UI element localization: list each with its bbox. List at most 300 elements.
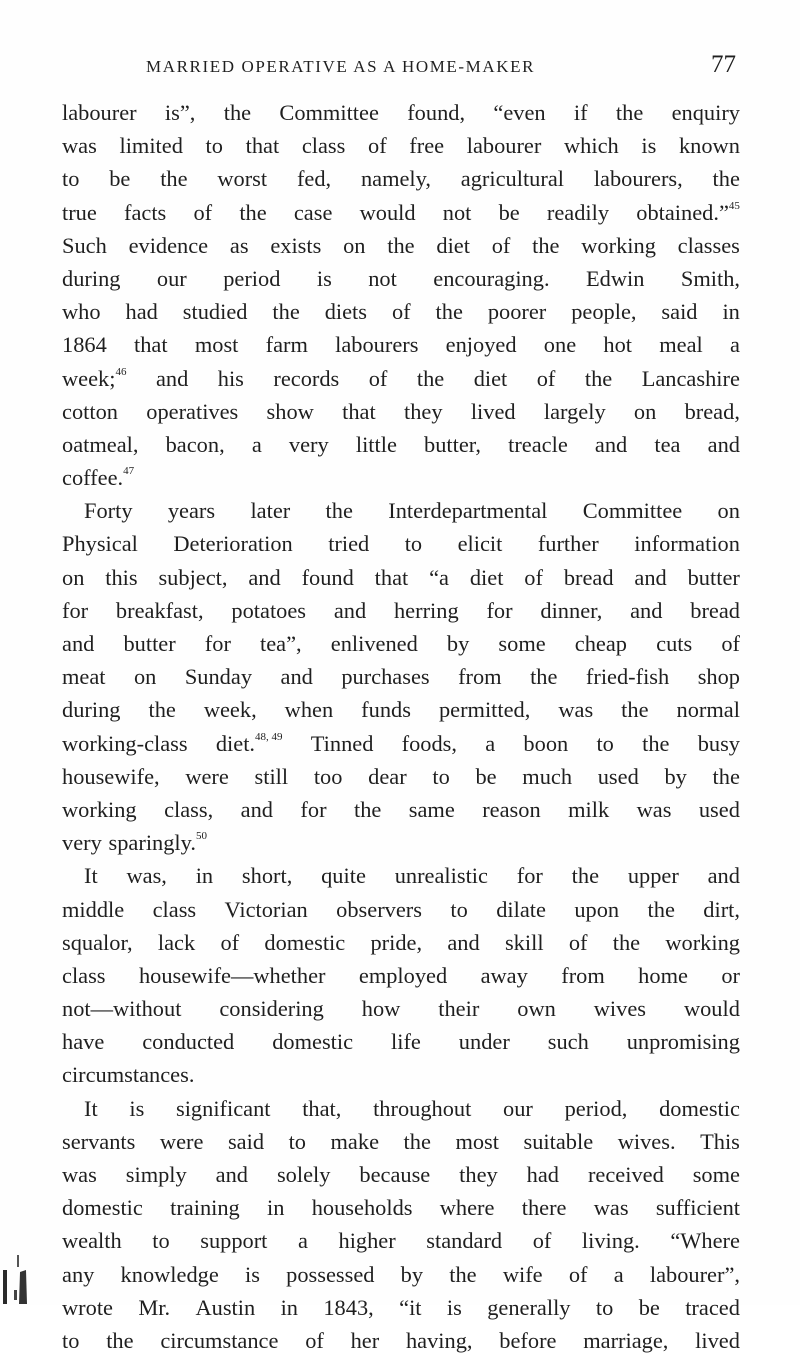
word: a (251, 431, 262, 457)
word: case (293, 199, 333, 225)
word: It (84, 1095, 98, 1121)
word: working-class (62, 730, 188, 756)
word: week, (203, 697, 257, 723)
word: and (707, 863, 740, 889)
word: and (155, 365, 189, 391)
word: dinner, (540, 597, 603, 623)
word: to (205, 133, 223, 159)
word: to (596, 730, 614, 756)
word: too (313, 763, 343, 789)
word: is (641, 133, 657, 159)
word: the (647, 896, 675, 922)
word: of (568, 1261, 588, 1287)
word: in (195, 863, 214, 889)
word: and (594, 431, 628, 457)
word: when (284, 697, 334, 723)
word: labourer (466, 133, 542, 159)
word: who (62, 299, 101, 325)
footnote-marker[interactable]: 50 (196, 830, 207, 843)
word: evidence (128, 232, 209, 258)
word: pride, (370, 929, 423, 955)
word: and (62, 631, 95, 656)
word: any (62, 1261, 95, 1287)
text-line (62, 494, 740, 527)
text-line (62, 1092, 740, 1125)
word: were (185, 763, 229, 789)
word: how (361, 996, 401, 1022)
running-head (62, 51, 738, 87)
word: from (458, 664, 502, 690)
word: be (638, 1294, 660, 1320)
word: on (343, 232, 366, 258)
word: which (563, 133, 619, 159)
word: solely (276, 1162, 331, 1187)
word: labourers (335, 332, 419, 358)
footnote-marker[interactable]: 47 (123, 465, 135, 478)
word: Victorian (224, 896, 308, 922)
word: to (404, 531, 423, 557)
word: was (62, 133, 97, 159)
word: agricultural (460, 166, 564, 192)
word: own (517, 996, 556, 1022)
word: on (62, 564, 85, 590)
word: that (342, 398, 376, 424)
word: further (537, 531, 599, 557)
word: is (316, 265, 332, 291)
word: to (450, 896, 468, 922)
word: very (288, 431, 329, 457)
text-line (62, 594, 740, 627)
word: considering (219, 996, 324, 1022)
word: of (568, 929, 588, 955)
word: diets (324, 299, 367, 325)
word: enlivened (330, 631, 418, 656)
word: enjoyed (445, 332, 517, 358)
word: away (480, 962, 528, 988)
word: not (442, 199, 472, 225)
word: unrealistic (394, 863, 488, 889)
word: circumstances. (62, 1062, 195, 1088)
word: worst (217, 166, 268, 192)
word: that (245, 133, 280, 159)
word: standard (426, 1228, 503, 1254)
word: butter (687, 564, 740, 590)
word: one (543, 332, 577, 358)
word: is”, (164, 100, 196, 125)
word: as (229, 232, 249, 258)
text-line (62, 959, 740, 992)
word: permitted, (438, 697, 531, 723)
word: of (532, 1228, 552, 1254)
word: and (707, 431, 740, 457)
word: because (359, 1162, 431, 1187)
word: was (558, 697, 594, 723)
word: the (621, 697, 649, 723)
word: domestic (62, 1195, 143, 1221)
word: before (499, 1327, 557, 1353)
word: home (638, 962, 688, 988)
word: Mr. (138, 1294, 171, 1320)
word: on (633, 398, 657, 424)
word: had (526, 1162, 560, 1187)
word: of (368, 133, 387, 159)
word: dear (368, 763, 407, 789)
word: significant (176, 1095, 271, 1121)
word: of (536, 365, 556, 391)
text-line (62, 1324, 740, 1357)
word: Interdepartmental (388, 498, 548, 524)
word: period (223, 265, 281, 291)
word: exists (270, 232, 322, 258)
word: a (297, 1228, 308, 1254)
word: higher (338, 1228, 396, 1254)
text-line (62, 1025, 740, 1058)
word: still (254, 763, 289, 789)
word: the (272, 299, 300, 325)
word: very (62, 830, 102, 856)
word: wife (502, 1261, 543, 1287)
word: same (408, 796, 455, 822)
word: of (391, 299, 411, 325)
word: diet (469, 564, 504, 590)
word: some (692, 1162, 740, 1187)
word: received (587, 1162, 664, 1187)
word: Such (62, 232, 107, 258)
word: housewife, (62, 763, 160, 789)
word: foods, (401, 730, 457, 756)
word: employed (358, 962, 448, 988)
word: her (350, 1327, 380, 1353)
footnote-marker[interactable]: 45 (728, 199, 740, 212)
word: generally (487, 1294, 571, 1320)
word: the (449, 1261, 477, 1287)
word: coffee.$^{47}$ (62, 465, 135, 491)
word: found, (407, 100, 466, 125)
text-line (62, 328, 740, 361)
word: Austin (195, 1294, 256, 1320)
word: bread (690, 597, 740, 623)
word: diet.$^{48, 49}$ (215, 730, 283, 756)
word: households (311, 1195, 413, 1221)
word: possessed (286, 1261, 375, 1287)
word: poorer (487, 299, 547, 325)
text-line (62, 760, 740, 793)
word: this (105, 564, 138, 590)
word: upon (574, 896, 620, 922)
word: enquiry (671, 100, 740, 125)
word: meal (659, 332, 703, 358)
text-line (62, 362, 740, 395)
word: quite (321, 863, 366, 889)
text-line (62, 96, 740, 129)
word: is (129, 1095, 145, 1121)
word: that, (302, 1095, 342, 1121)
word: or (721, 962, 740, 988)
word: not (368, 265, 397, 291)
word: domestic (659, 1095, 740, 1121)
word: our (503, 1095, 533, 1121)
word: the (532, 232, 560, 258)
word: limited (119, 133, 183, 159)
word: period, (564, 1095, 628, 1121)
word: from (561, 962, 605, 988)
word: the (712, 763, 740, 789)
word: to (432, 763, 450, 789)
word: by (400, 1261, 424, 1287)
word: of (220, 929, 240, 955)
word: training (170, 1195, 240, 1221)
word: and (630, 597, 663, 623)
word: class, (164, 796, 214, 822)
word: such (547, 1029, 589, 1055)
word: in (267, 1195, 285, 1221)
word: short, (241, 863, 293, 889)
text-line (62, 1191, 740, 1224)
word: make (330, 1128, 380, 1154)
word: housewife—whether (138, 962, 326, 988)
word: used (698, 796, 740, 822)
word: 1843, (323, 1294, 374, 1320)
word: boon (523, 730, 569, 756)
word: throughout (373, 1095, 472, 1121)
word: was (636, 796, 672, 822)
word: “it (399, 1294, 422, 1320)
word: “even (493, 100, 546, 125)
text-line (62, 660, 740, 693)
word: the (435, 299, 463, 325)
word: diet (436, 232, 470, 258)
word: of (193, 199, 213, 225)
word: funds (361, 697, 411, 723)
word: they (403, 398, 443, 424)
word: in (280, 1294, 298, 1320)
word: working (62, 796, 137, 822)
word: sparingly.$^{50}$ (108, 830, 207, 856)
word: were (159, 1128, 204, 1154)
word: working (581, 232, 656, 258)
word: to (288, 1128, 306, 1154)
word: said (227, 1128, 265, 1154)
word: normal (676, 697, 740, 723)
word: dilate (496, 896, 546, 922)
word: a (613, 1261, 624, 1287)
word: Sunday (184, 664, 253, 690)
word: cuts (656, 631, 693, 656)
word: the (148, 697, 176, 723)
text-line (62, 826, 740, 859)
word: marriage, (583, 1327, 669, 1353)
word: dirt, (703, 896, 740, 922)
word: and (248, 564, 281, 590)
text-line (62, 162, 740, 195)
text-line (62, 1291, 740, 1324)
word: where (439, 1195, 495, 1221)
text-line (62, 727, 740, 760)
text-line (62, 428, 740, 461)
word: Forty (84, 498, 133, 524)
word: week;$^{46}$ (62, 365, 127, 391)
word: elicit (457, 531, 503, 557)
word: some (498, 631, 546, 656)
word: largely (543, 398, 606, 424)
word: for (486, 597, 513, 623)
word: “a (429, 564, 449, 590)
word: for (300, 796, 327, 822)
word: free (409, 133, 445, 159)
word: treacle (508, 431, 568, 457)
word: tea”, (260, 631, 302, 656)
word: is (245, 1261, 260, 1287)
word: most (194, 332, 239, 358)
word: the (612, 929, 641, 955)
word: to (152, 1228, 170, 1254)
word: purchases (341, 664, 430, 690)
word: cotton (62, 398, 118, 424)
word: to (62, 1327, 80, 1353)
word: fried-fish (585, 664, 670, 690)
word: wrote (62, 1294, 113, 1320)
word: is (446, 1294, 462, 1320)
word: This (700, 1128, 740, 1154)
word: the (325, 498, 353, 524)
word: lack (157, 929, 196, 955)
word: suitable (523, 1128, 594, 1154)
word: the (642, 730, 670, 756)
word: and (240, 796, 273, 822)
word: middle (62, 896, 125, 922)
word: during (62, 265, 121, 291)
word: oatmeal, (62, 431, 139, 457)
text-line (62, 196, 740, 229)
word: lived (695, 1327, 740, 1353)
word: Committee (279, 100, 379, 125)
word: 1864 (62, 332, 107, 358)
text-line (62, 992, 740, 1025)
word: class (62, 962, 106, 988)
word: reason (482, 796, 541, 822)
word: that (374, 564, 409, 590)
word: labourer”, (649, 1261, 740, 1287)
word: a (485, 730, 496, 756)
text-line (62, 1058, 740, 1091)
text-line (62, 859, 740, 892)
text-line (62, 295, 740, 328)
word: working (665, 929, 740, 955)
text-line (62, 793, 740, 826)
word: during (62, 697, 121, 723)
word: of (721, 631, 740, 656)
word: squalor, (62, 929, 133, 955)
word: living. (581, 1228, 640, 1254)
word: show (266, 398, 314, 424)
word: bread (563, 564, 614, 590)
text-line (62, 893, 740, 926)
word: fed, (296, 166, 332, 192)
word: was (62, 1162, 97, 1187)
text-line (62, 693, 740, 726)
word: the (403, 1128, 431, 1154)
word: was, (126, 863, 167, 889)
word: and (215, 1162, 249, 1187)
word: having, (405, 1327, 473, 1353)
word: the (387, 232, 415, 258)
word: hot (603, 332, 632, 358)
word: on (133, 664, 157, 690)
word: said (661, 299, 698, 325)
word: conducted (142, 1029, 235, 1055)
word: Edwin (585, 265, 645, 291)
word: studied (182, 299, 248, 325)
word: would (359, 199, 416, 225)
page-number: 77 (711, 51, 736, 78)
word: Committee (582, 498, 683, 524)
word: operatives (146, 398, 239, 424)
word: be (475, 763, 497, 789)
word: their (438, 996, 480, 1022)
footnote-marker[interactable]: 46 (115, 365, 127, 378)
word: known (678, 133, 740, 159)
word: life (391, 1029, 421, 1055)
word: tried (328, 531, 370, 557)
text-line (62, 229, 740, 262)
word: they (459, 1162, 498, 1187)
word: wives (593, 996, 646, 1022)
word: if (573, 100, 588, 125)
footnote-marker[interactable]: 48, 49 (255, 730, 283, 743)
word: class (152, 896, 197, 922)
text-line (62, 461, 740, 494)
word: found (301, 564, 354, 590)
word: “Where (670, 1228, 740, 1254)
word: potatoes (231, 597, 307, 623)
word: not—without (62, 996, 182, 1022)
word: facts (124, 199, 167, 225)
word: subject, (158, 564, 228, 590)
word: the (353, 796, 382, 822)
word: encouraging. (433, 265, 550, 291)
word: little (355, 431, 397, 457)
word: be (498, 199, 520, 225)
word: for (62, 597, 89, 623)
word: information (634, 531, 740, 557)
word: class (301, 133, 346, 159)
text-line (62, 262, 740, 295)
text-line (62, 1224, 740, 1257)
word: our (156, 265, 187, 291)
word: labourers, (593, 166, 683, 192)
word: be (109, 166, 131, 192)
word: busy (697, 730, 740, 756)
word: sufficient (655, 1195, 740, 1221)
word: of (491, 232, 511, 258)
word: tea (654, 431, 681, 457)
word: records (273, 365, 340, 391)
word: people, (571, 299, 637, 325)
word: there (521, 1195, 567, 1221)
word: breakfast, (115, 597, 204, 623)
word: Tinned (310, 730, 374, 756)
word: milk (568, 796, 610, 822)
word: the (530, 664, 558, 690)
word: his (217, 365, 244, 391)
word: and (333, 597, 367, 623)
word: by (664, 763, 687, 789)
word: knowledge (120, 1261, 219, 1287)
word: lived (470, 398, 516, 424)
word: wives. (617, 1128, 676, 1154)
word: skill (504, 929, 544, 955)
word: would (683, 996, 740, 1022)
